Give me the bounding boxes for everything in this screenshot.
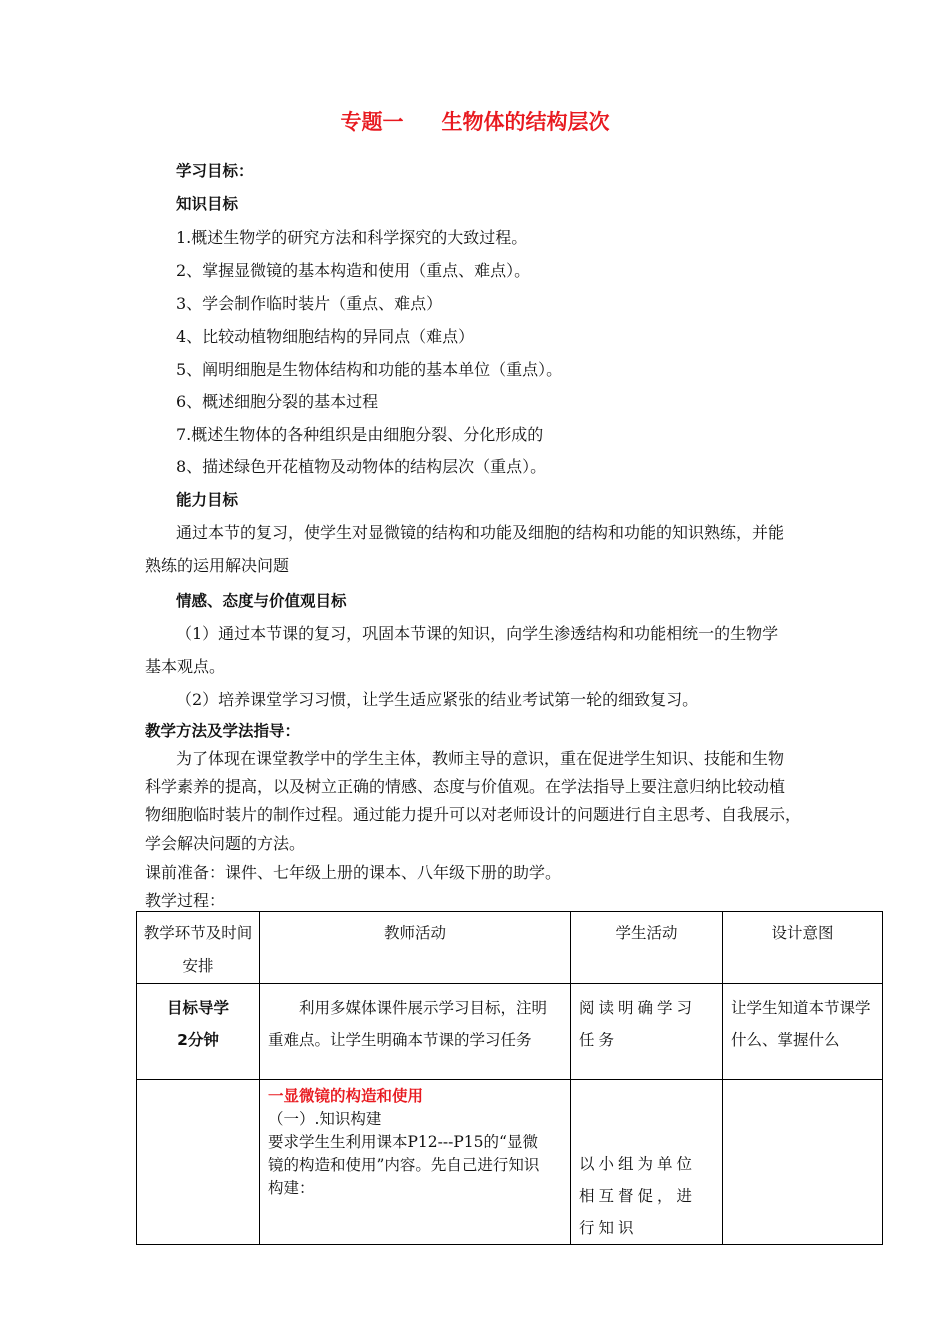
title-part2: 生物体的结构层次 [441,110,610,134]
teacher-text: 构建： [268,1179,315,1197]
teacher-text: 要求学生生利用课本P12---P15的“显微 [268,1133,538,1151]
knowledge-item: 5、阐明细胞是生物体结构和功能的基本单位（重点）。 [176,360,563,379]
knowledge-item: 1.概述生物学的研究方法和科学探究的大致过程。 [176,228,528,247]
method-text: 学会解决问题的方法。 [145,834,306,853]
header-stage: 教学环节及时间安排 [137,912,260,984]
stage-time: 2分钟 [177,1031,219,1049]
page-title [0,106,950,136]
knowledge-item: 7.概述生物体的各种组织是由细胞分裂、分化形成的 [176,425,544,444]
knowledge-item: 6、概述细胞分裂的基本过程 [176,392,379,411]
knowledge-item: 8、描述绿色开花植物及动物体的结构层次（重点）。 [176,457,547,476]
knowledge-item: 3、学会制作临时装片（重点、难点） [176,294,443,313]
ability-heading: 能力目标 [176,491,239,509]
teacher-activity [260,1080,571,1245]
table-row [137,1080,883,1245]
teacher-activity: 利用多媒体课件展示学习目标，注明重难点。让学生明确本节课的学习任务 [260,984,571,1080]
student-activity: 以小组为单位相互督促，进行知识 [571,1080,723,1245]
teaching-process-table [136,911,883,1245]
emotion-text: （1）通过本节课的复习，巩固本节课的知识，向学生渗透结构和功能相统一的生物学 [176,624,779,643]
knowledge-heading: 知识目标 [176,195,239,213]
design-intent: 让学生知道本节课学什么、掌握什么 [723,984,883,1080]
table-header-row [137,912,883,984]
header-student: 学生活动 [571,912,723,984]
header-teacher: 教师活动 [260,912,571,984]
emotion-text: （2）培养课堂学习习惯，让学生适应紧张的结业考试第一轮的细致复习。 [176,690,699,709]
table-row [137,984,883,1080]
title-part1: 专题一 [340,110,404,134]
teacher-text: 镜的构造和使用”内容。先自己进行知识 [268,1156,540,1174]
header-intent: 设计意图 [723,912,883,984]
emotion-heading: 情感、态度与价值观目标 [176,592,347,610]
process-line: 教学过程： [145,891,226,910]
student-activity: 阅读明确学习任务 [571,984,723,1080]
stage-name: 目标导学 [166,999,229,1017]
learning-goals-heading: 学习目标： [176,162,254,180]
stage-cell [137,1080,260,1245]
prep-line: 课前准备：课件、七年级上册的课本、八年级下册的助学。 [145,863,562,882]
method-text: 科学素养的提高，以及树立正确的情感、态度与价值观。在学法指导上要注意归纳比较动植 [145,777,786,796]
ability-text: 熟练的运用解决问题 [145,556,290,575]
method-text: 为了体现在课堂教学中的学生主体，教师主导的意识，重在促进学生知识、技能和生物 [176,749,785,768]
section-title: 一显微镜的构造和使用 [268,1087,424,1105]
method-heading: 教学方法及学法指导： [145,722,301,740]
knowledge-item: 4、比较动植物细胞结构的异同点（难点） [176,327,475,346]
design-intent [723,1080,883,1245]
ability-text: 通过本节的复习，使学生对显微镜的结构和功能及细胞的结构和功能的知识熟练，并能 [176,523,785,542]
emotion-text: 基本观点。 [145,657,226,676]
knowledge-item: 2、掌握显微镜的基本构造和使用（重点、难点）。 [176,261,531,280]
stage-cell [137,984,260,1080]
section-subtitle: （一）.知识构建 [268,1110,382,1128]
method-text: 物细胞临时装片的制作过程。通过能力提升可以对老师设计的问题进行自主思考、自我展示， [145,805,802,824]
